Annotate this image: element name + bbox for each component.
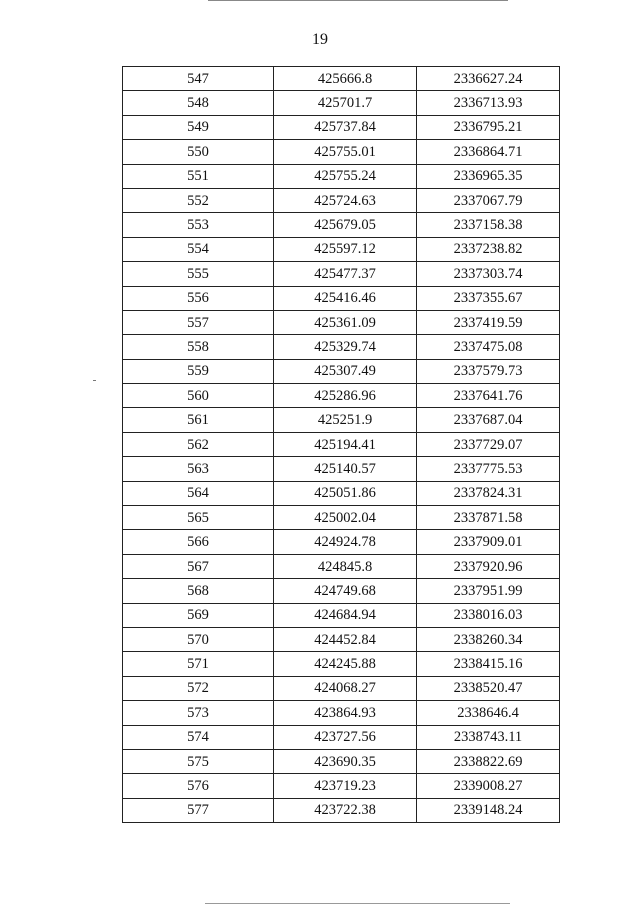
- page-number: 19: [312, 31, 328, 48]
- table-row: [123, 506, 560, 530]
- table-row: [123, 579, 560, 603]
- table-row: [123, 140, 560, 164]
- x-coordinate-cell: 425194.41: [274, 432, 417, 456]
- x-coordinate-cell: 425329.74: [274, 335, 417, 359]
- point-number-cell: 577: [123, 798, 274, 822]
- coordinates-table-body: [123, 67, 560, 823]
- point-number-cell: 556: [123, 286, 274, 310]
- y-coordinate-cell: 2336795.21: [417, 115, 560, 139]
- y-coordinate-cell: 2338743.11: [417, 725, 560, 749]
- table-row: [123, 67, 560, 91]
- x-coordinate-cell: 425416.46: [274, 286, 417, 310]
- x-coordinate-cell: 424924.78: [274, 530, 417, 554]
- table-row: [123, 91, 560, 115]
- x-coordinate-cell: 425477.37: [274, 262, 417, 286]
- table-row: [123, 676, 560, 700]
- scan-speck: [93, 380, 96, 381]
- point-number-cell: 572: [123, 676, 274, 700]
- x-coordinate-cell: 425286.96: [274, 384, 417, 408]
- point-number-cell: 569: [123, 603, 274, 627]
- y-coordinate-cell: 2337158.38: [417, 213, 560, 237]
- point-number-cell: 570: [123, 627, 274, 651]
- point-number-cell: 571: [123, 652, 274, 676]
- x-coordinate-cell: 425051.86: [274, 481, 417, 505]
- point-number-cell: 566: [123, 530, 274, 554]
- y-coordinate-cell: 2337067.79: [417, 188, 560, 212]
- y-coordinate-cell: 2337871.58: [417, 506, 560, 530]
- y-coordinate-cell: 2336713.93: [417, 91, 560, 115]
- point-number-cell: 574: [123, 725, 274, 749]
- table-row: [123, 286, 560, 310]
- point-number-cell: 550: [123, 140, 274, 164]
- x-coordinate-cell: 423722.38: [274, 798, 417, 822]
- x-coordinate-cell: 425307.49: [274, 359, 417, 383]
- point-number-cell: 563: [123, 457, 274, 481]
- table-row: [123, 237, 560, 261]
- point-number-cell: 561: [123, 408, 274, 432]
- y-coordinate-cell: 2337775.53: [417, 457, 560, 481]
- scan-edge-top: [208, 0, 508, 1]
- point-number-cell: 564: [123, 481, 274, 505]
- y-coordinate-cell: 2339148.24: [417, 798, 560, 822]
- y-coordinate-cell: 2337824.31: [417, 481, 560, 505]
- table-row: [123, 188, 560, 212]
- table-row: [123, 798, 560, 822]
- table-row: [123, 457, 560, 481]
- x-coordinate-cell: 424749.68: [274, 579, 417, 603]
- point-number-cell: 555: [123, 262, 274, 286]
- x-coordinate-cell: 425755.01: [274, 140, 417, 164]
- y-coordinate-cell: 2337355.67: [417, 286, 560, 310]
- table-row: [123, 310, 560, 334]
- point-number-cell: 560: [123, 384, 274, 408]
- table-row: [123, 164, 560, 188]
- y-coordinate-cell: 2336965.35: [417, 164, 560, 188]
- point-number-cell: 552: [123, 188, 274, 212]
- point-number-cell: 557: [123, 310, 274, 334]
- point-number-cell: 549: [123, 115, 274, 139]
- point-number-cell: 576: [123, 774, 274, 798]
- table-row: [123, 749, 560, 773]
- y-coordinate-cell: 2338016.03: [417, 603, 560, 627]
- table-row: [123, 262, 560, 286]
- y-coordinate-cell: 2337579.73: [417, 359, 560, 383]
- point-number-cell: 558: [123, 335, 274, 359]
- y-coordinate-cell: 2337729.07: [417, 432, 560, 456]
- point-number-cell: 547: [123, 67, 274, 91]
- coordinates-table: [122, 66, 560, 823]
- point-number-cell: 575: [123, 749, 274, 773]
- table-row: [123, 530, 560, 554]
- y-coordinate-cell: 2337951.99: [417, 579, 560, 603]
- x-coordinate-cell: 425737.84: [274, 115, 417, 139]
- point-number-cell: 548: [123, 91, 274, 115]
- x-coordinate-cell: 424245.88: [274, 652, 417, 676]
- x-coordinate-cell: 423719.23: [274, 774, 417, 798]
- x-coordinate-cell: 425002.04: [274, 506, 417, 530]
- y-coordinate-cell: 2338520.47: [417, 676, 560, 700]
- y-coordinate-cell: 2338415.16: [417, 652, 560, 676]
- y-coordinate-cell: 2338822.69: [417, 749, 560, 773]
- y-coordinate-cell: 2337475.08: [417, 335, 560, 359]
- y-coordinate-cell: 2338646.4: [417, 701, 560, 725]
- x-coordinate-cell: 423864.93: [274, 701, 417, 725]
- x-coordinate-cell: 423690.35: [274, 749, 417, 773]
- x-coordinate-cell: 425251.9: [274, 408, 417, 432]
- point-number-cell: 559: [123, 359, 274, 383]
- table-row: [123, 652, 560, 676]
- point-number-cell: 573: [123, 701, 274, 725]
- x-coordinate-cell: 425361.09: [274, 310, 417, 334]
- y-coordinate-cell: 2337303.74: [417, 262, 560, 286]
- y-coordinate-cell: 2337909.01: [417, 530, 560, 554]
- x-coordinate-cell: 424845.8: [274, 554, 417, 578]
- point-number-cell: 562: [123, 432, 274, 456]
- point-number-cell: 551: [123, 164, 274, 188]
- table-row: [123, 627, 560, 651]
- table-row: [123, 359, 560, 383]
- table-row: [123, 408, 560, 432]
- point-number-cell: 554: [123, 237, 274, 261]
- y-coordinate-cell: 2336627.24: [417, 67, 560, 91]
- x-coordinate-cell: 425701.7: [274, 91, 417, 115]
- y-coordinate-cell: 2339008.27: [417, 774, 560, 798]
- point-number-cell: 565: [123, 506, 274, 530]
- x-coordinate-cell: 425666.8: [274, 67, 417, 91]
- table-row: [123, 701, 560, 725]
- x-coordinate-cell: 424068.27: [274, 676, 417, 700]
- x-coordinate-cell: 423727.56: [274, 725, 417, 749]
- x-coordinate-cell: 425755.24: [274, 164, 417, 188]
- x-coordinate-cell: 425679.05: [274, 213, 417, 237]
- point-number-cell: 568: [123, 579, 274, 603]
- table-row: [123, 725, 560, 749]
- table-row: [123, 554, 560, 578]
- scan-edge-bottom: [205, 903, 510, 904]
- point-number-cell: 567: [123, 554, 274, 578]
- table-row: [123, 432, 560, 456]
- y-coordinate-cell: 2338260.34: [417, 627, 560, 651]
- table-row: [123, 115, 560, 139]
- y-coordinate-cell: 2337687.04: [417, 408, 560, 432]
- table-row: [123, 774, 560, 798]
- x-coordinate-cell: 425140.57: [274, 457, 417, 481]
- y-coordinate-cell: 2337419.59: [417, 310, 560, 334]
- y-coordinate-cell: 2337641.76: [417, 384, 560, 408]
- x-coordinate-cell: 424684.94: [274, 603, 417, 627]
- y-coordinate-cell: 2337238.82: [417, 237, 560, 261]
- y-coordinate-cell: 2336864.71: [417, 140, 560, 164]
- x-coordinate-cell: 424452.84: [274, 627, 417, 651]
- point-number-cell: 553: [123, 213, 274, 237]
- table-row: [123, 384, 560, 408]
- x-coordinate-cell: 425597.12: [274, 237, 417, 261]
- table-row: [123, 213, 560, 237]
- table-row: [123, 335, 560, 359]
- x-coordinate-cell: 425724.63: [274, 188, 417, 212]
- table-row: [123, 481, 560, 505]
- table-row: [123, 603, 560, 627]
- y-coordinate-cell: 2337920.96: [417, 554, 560, 578]
